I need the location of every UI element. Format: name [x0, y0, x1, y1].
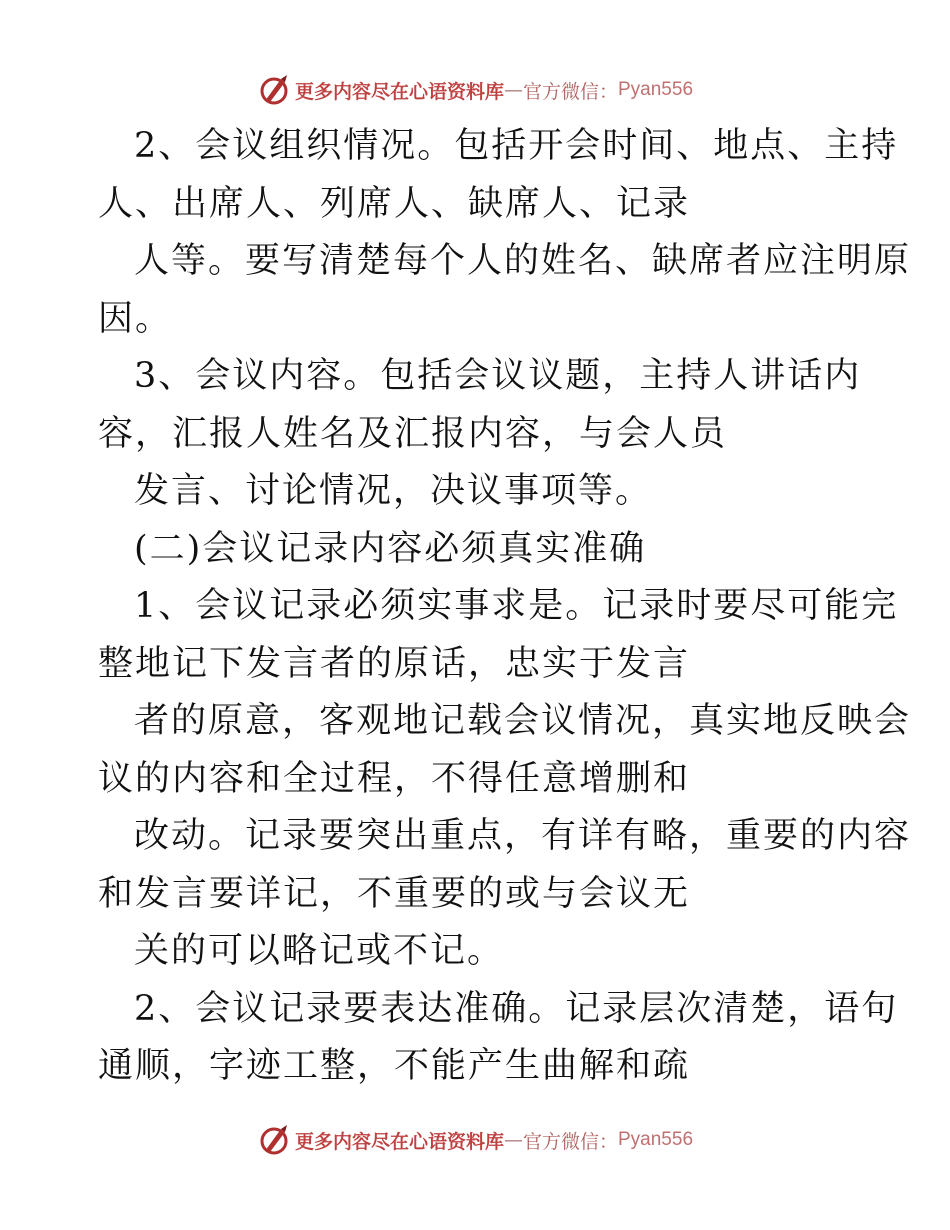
text-line: 人等。要写清楚每个人的姓名、缺席者应注明原 — [134, 241, 912, 281]
text-line: 关的可以略记或不记。 — [134, 931, 505, 971]
text-line: 2、会议组织情况。包括开会时间、地点、主持 — [134, 126, 899, 166]
text-line: 者的原意，客观地记载会议情况，真实地反映会 — [134, 701, 912, 741]
watermark-wechat-id: Pyan556 — [618, 1129, 694, 1150]
text-line: 3、会议内容。包括会议议题，主持人讲话内 — [134, 356, 862, 396]
watermark-text: 更多内容尽在心语资料库 — [294, 80, 504, 103]
text-line: 改动。记录要突出重点，有详有略，重要的内容 — [134, 816, 912, 856]
watermark-wechat-label: 官方微信： — [522, 1130, 618, 1153]
text-line: 议的内容和全过程，不得任意增删和 — [98, 758, 691, 799]
text-line: 人、出席人、列席人、缺席人、记录 — [98, 183, 691, 224]
text-line: (二)会议记录内容必须真实准确 — [134, 528, 647, 569]
watermark-wechat-label: 官方微信： — [522, 80, 618, 103]
text-line: 发言、讨论情况，决议事项等。 — [134, 471, 653, 511]
text-line: 和发言要详记，不重要的或与会议无 — [98, 873, 691, 914]
watermark-text: 更多内容尽在心语资料库 — [294, 1130, 504, 1153]
watermark-separator: — — [503, 79, 523, 101]
watermark-separator: — — [503, 1129, 523, 1151]
quill-pen-logo-icon — [257, 73, 291, 107]
text-line: 容，汇报人姓名及汇报内容，与会人员 — [98, 413, 728, 454]
quill-pen-logo-icon — [257, 1123, 291, 1157]
document-body — [98, 118, 912, 1096]
text-line: 因。 — [98, 298, 173, 339]
watermark-footer — [0, 1120, 950, 1160]
text-line: 通顺，字迹工整，不能产生曲解和疏 — [98, 1046, 691, 1086]
watermark-wechat-id: Pyan556 — [618, 79, 694, 100]
text-line: 整地记下发言者的原话，忠实于发言 — [98, 643, 691, 684]
watermark-header — [0, 70, 950, 110]
text-line: 2、会议记录要表达准确。记录层次清楚，语句 — [134, 988, 899, 1029]
text-line: 1、会议记录必须实事求是。记录时要尽可能完 — [134, 586, 899, 626]
